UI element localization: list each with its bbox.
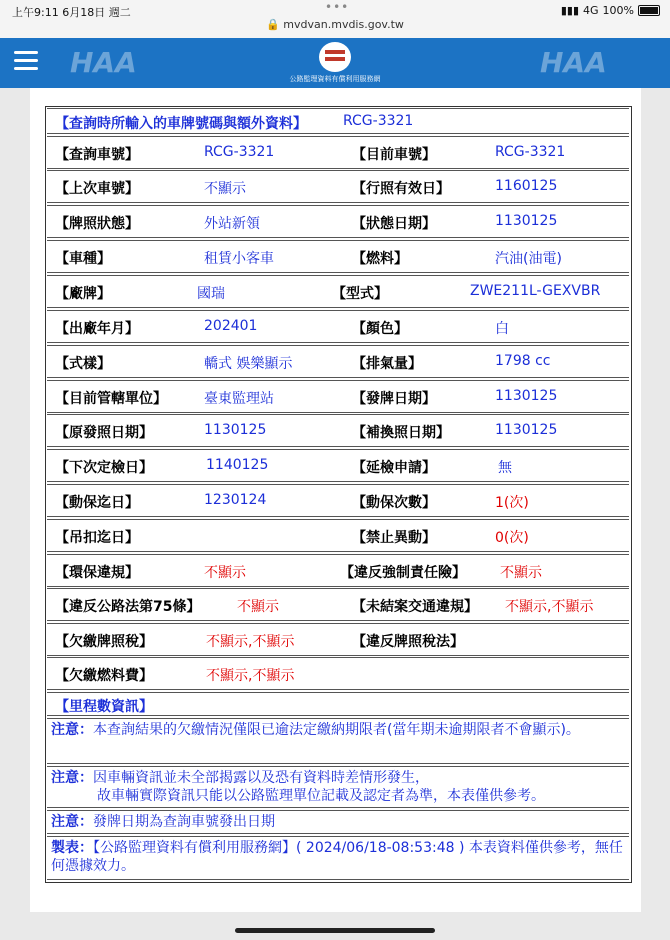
watermark: HAA xyxy=(540,46,607,79)
field-value: 不顯示 xyxy=(204,181,246,197)
field-value: 1130125 xyxy=(204,422,267,438)
note-1 xyxy=(47,718,629,764)
info-row xyxy=(47,414,629,447)
field-label: 【下次定檢日】 xyxy=(55,460,153,476)
info-row xyxy=(47,623,629,656)
query-title-value: RCG-3321 xyxy=(343,113,414,129)
field-label: 【出廠年月】 xyxy=(55,321,139,337)
field-label: 【禁止異動】 xyxy=(352,530,436,546)
field-label: 【燃料】 xyxy=(352,251,408,267)
note-keyword: 注意： xyxy=(51,814,93,830)
note-keyword: 製表： xyxy=(51,840,93,856)
field-label: 【目前管轄單位】 xyxy=(55,391,167,407)
field-label: 【違反牌照稅法】 xyxy=(352,634,464,650)
info-row xyxy=(47,205,629,238)
field-label: 【動保次數】 xyxy=(352,495,436,511)
note-text: 故車輛實際資訊只能以公路監理單位記載及認定者為準，本表僅供參考。 xyxy=(97,788,545,804)
field-label: 【型式】 xyxy=(332,286,388,302)
site-logo[interactable] xyxy=(285,42,385,84)
mileage-title: 【里程數資訊】 xyxy=(55,699,153,715)
field-value: 汽油(油電) xyxy=(495,251,562,267)
status-indicators xyxy=(561,4,660,17)
field-label: 【原發照日期】 xyxy=(55,425,153,441)
field-label: 【上次車號】 xyxy=(55,181,139,197)
lock-icon: 🔒 xyxy=(266,18,280,31)
field-value: 1140125 xyxy=(206,457,269,473)
field-label: 【吊扣迄日】 xyxy=(55,530,139,546)
info-row xyxy=(47,240,629,273)
field-label: 【牌照狀態】 xyxy=(55,216,139,232)
field-label: 【目前車號】 xyxy=(352,147,436,163)
field-value: 不顯示,不顯示 xyxy=(206,668,295,684)
field-value: 不顯示 xyxy=(237,599,279,615)
field-value: 外站新領 xyxy=(204,216,260,232)
field-value: 1130125 xyxy=(495,422,558,438)
field-label: 【欠繳燃料費】 xyxy=(55,668,153,684)
field-value: 無 xyxy=(498,460,512,476)
note-keyword: 注意： xyxy=(51,770,93,786)
field-label: 【廠牌】 xyxy=(55,286,111,302)
field-label: 【違反公路法第75條】 xyxy=(55,599,201,615)
logo-text: 公路監理資料有償利用服務網 xyxy=(289,75,381,83)
info-row xyxy=(47,345,629,378)
field-label: 【狀態日期】 xyxy=(352,216,436,232)
field-label: 【動保迄日】 xyxy=(55,495,139,511)
field-label: 【顏色】 xyxy=(352,321,408,337)
field-value: 轎式 娛樂顯示 xyxy=(204,356,293,372)
field-value: 國瑞 xyxy=(197,286,225,302)
field-value: RCG-3321 xyxy=(204,144,275,160)
info-row xyxy=(47,310,629,343)
field-label: 【延檢申請】 xyxy=(352,460,436,476)
query-title-row xyxy=(47,108,629,134)
logo-emblem-icon xyxy=(319,42,351,72)
url-text: mvdvan.mvdis.gov.tw xyxy=(283,18,404,31)
note-keyword: 注意： xyxy=(51,722,93,738)
field-value: 租賃小客車 xyxy=(204,251,274,267)
site-header xyxy=(0,38,670,88)
status-time: 上午9:11 6月18日 週二 xyxy=(12,6,131,19)
field-value: 0(次) xyxy=(495,530,529,546)
field-label: 【補換照日期】 xyxy=(352,425,450,441)
note-text: 【公路監理資料有償利用服務網】( 2024/06/18-08:53:48 ) 本表資料僅供參考，無任何憑據效力。 xyxy=(51,840,623,874)
field-value: 1(次) xyxy=(495,495,529,511)
field-label: 【發牌日期】 xyxy=(352,391,436,407)
home-indicator[interactable] xyxy=(235,928,435,933)
note-3 xyxy=(47,810,629,834)
field-label: 【行照有效日】 xyxy=(352,181,450,197)
field-label: 【排氣量】 xyxy=(352,356,422,372)
note-4 xyxy=(47,836,629,880)
battery-percent: 100% xyxy=(602,4,634,17)
info-row xyxy=(47,519,629,552)
field-label: 【車種】 xyxy=(55,251,111,267)
field-value: ZWE211L-GEXVBR xyxy=(470,283,601,299)
field-label: 【欠繳牌照稅】 xyxy=(55,634,153,650)
field-value: 1798 cc xyxy=(495,353,551,369)
field-label: 【未結案交通違規】 xyxy=(352,599,478,615)
note-text: 本查詢結果的欠繳情況僅限已逾法定繳納期限者(當年期未逾期限者不會顯示)。 xyxy=(93,722,580,738)
battery-icon xyxy=(638,5,660,16)
info-row xyxy=(47,275,629,308)
field-value: 臺東監理站 xyxy=(204,391,274,407)
field-value: 1130125 xyxy=(495,213,558,229)
info-row xyxy=(47,170,629,203)
field-value: 1160125 xyxy=(495,178,558,194)
network-label: 4G xyxy=(583,4,599,17)
field-value: 202401 xyxy=(204,318,258,334)
more-dots-icon[interactable]: ••• xyxy=(325,0,350,14)
signal-icon: ▮▮▮ xyxy=(560,4,580,17)
info-row xyxy=(47,588,629,621)
info-row xyxy=(47,484,629,517)
field-value: 不顯示,不顯示 xyxy=(206,634,295,650)
watermark: HAA xyxy=(70,46,137,79)
status-bar xyxy=(0,0,670,38)
menu-icon[interactable] xyxy=(14,51,38,71)
info-row xyxy=(47,380,629,413)
info-row xyxy=(47,136,629,169)
field-label: 【違反強制責任險】 xyxy=(340,565,466,581)
info-row xyxy=(47,657,629,690)
field-value: 1230124 xyxy=(204,492,267,508)
query-title-label: 【查詢時所輸入的車牌號碼與額外資料】 xyxy=(55,116,307,132)
note-2 xyxy=(47,766,629,808)
address-bar[interactable] xyxy=(0,18,670,31)
field-label: 【式樣】 xyxy=(55,356,111,372)
field-value: 不顯示 xyxy=(204,565,246,581)
field-value: RCG-3321 xyxy=(495,144,566,160)
field-label: 【環保違規】 xyxy=(55,565,139,581)
note-text: 發牌日期為查詢車號發出日期 xyxy=(93,814,275,830)
field-value: 不顯示,不顯示 xyxy=(505,599,594,615)
field-value: 1130125 xyxy=(495,388,558,404)
info-row xyxy=(47,449,629,482)
field-value: 白 xyxy=(495,321,509,337)
info-row xyxy=(47,554,629,587)
field-value: 不顯示 xyxy=(500,565,542,581)
note-text: 因車輛資訊並未全部揭露以及恐有資料時差情形發生， xyxy=(93,770,429,786)
field-label: 【查詢車號】 xyxy=(55,147,139,163)
mileage-title-row xyxy=(47,692,629,716)
